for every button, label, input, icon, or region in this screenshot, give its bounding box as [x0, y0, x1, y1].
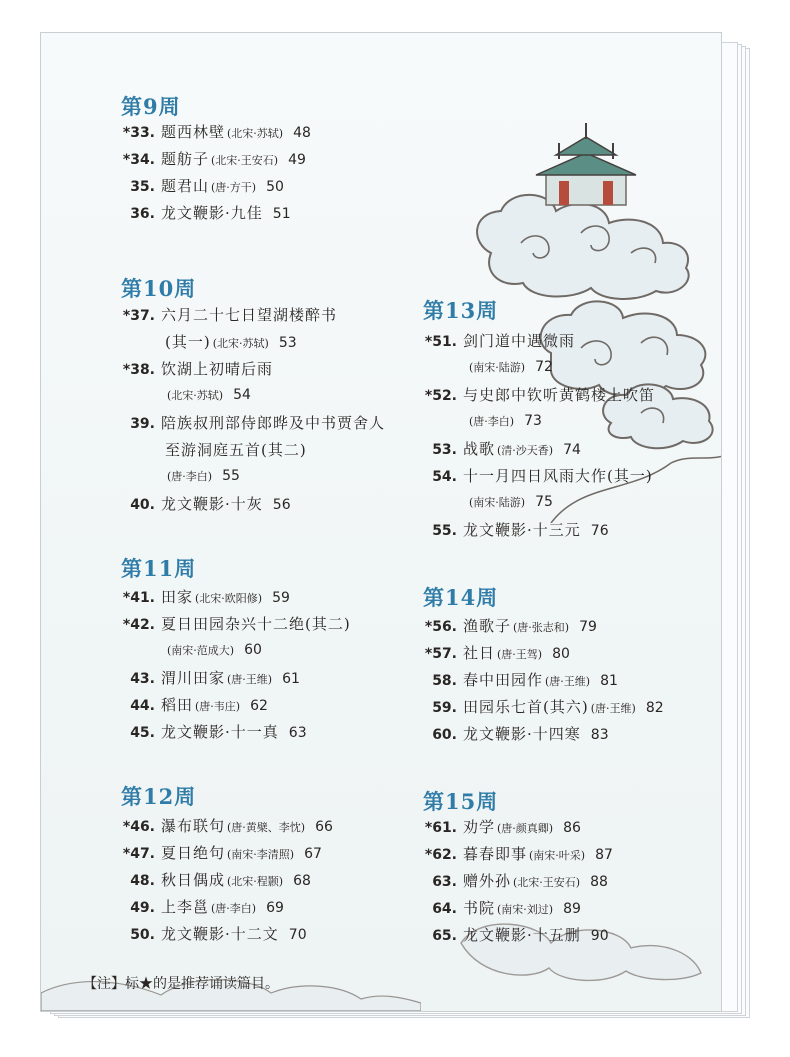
entry-page-number: 53	[278, 335, 297, 351]
toc-entry[interactable]	[121, 304, 337, 325]
week-heading: 第9周	[121, 94, 181, 119]
entry-title: 暮春即事	[463, 845, 528, 863]
entry-number: 58.	[432, 673, 457, 689]
entry-page-number: 86	[563, 820, 581, 836]
entry-page-number: 49	[288, 152, 306, 168]
entry-author: (北宋·欧阳修)	[195, 592, 263, 605]
toc-entry[interactable]	[121, 869, 311, 890]
toc-entry[interactable]	[161, 640, 262, 658]
entry-number: *33.	[122, 125, 155, 141]
toc-entry[interactable]	[423, 330, 575, 351]
toc-entry[interactable]	[121, 721, 307, 742]
entry-page-number: 59	[272, 590, 290, 606]
entry-number: 40.	[130, 497, 155, 513]
entry-author: (唐·李白)	[469, 415, 515, 428]
entry-author: (唐·韦庄)	[195, 700, 241, 713]
toc-entry[interactable]	[423, 519, 609, 540]
entry-author: (唐·黄檗、李忱)	[227, 821, 306, 834]
entry-page-number: 73	[524, 413, 542, 429]
entry-title: (其一)	[165, 333, 211, 351]
toc-entry[interactable]	[121, 694, 268, 715]
entry-author: (唐·王维)	[227, 673, 273, 686]
entry-number: *56.	[424, 619, 457, 635]
entry-author: (清·沙天香)	[497, 444, 554, 457]
entry-title: 至游洞庭五首(其二)	[165, 441, 307, 459]
entry-page-number: 72	[535, 359, 553, 375]
entry-title: 龙文鞭影·九佳	[161, 204, 263, 222]
entry-number: 48.	[130, 873, 155, 889]
entry-page-number: 68	[293, 873, 311, 889]
entry-page-number: 80	[552, 646, 570, 662]
entry-title: 剑门道中遇微雨	[463, 332, 576, 350]
toc-entry[interactable]	[161, 466, 240, 484]
entry-title: 瀑布联句	[161, 817, 226, 835]
entry-title: 题西林壁	[161, 123, 226, 141]
toc-entry[interactable]	[159, 331, 297, 352]
toc-entry[interactable]	[121, 121, 311, 142]
toc-entry[interactable]	[463, 357, 553, 375]
entry-title: 社日	[463, 644, 496, 662]
entry-page-number: 87	[595, 847, 613, 863]
entry-author: (北宋·王安石)	[211, 154, 279, 167]
entry-title: 秋日偶成	[161, 871, 226, 889]
toc-entry[interactable]	[463, 411, 542, 429]
entry-page-number: 62	[250, 698, 268, 714]
entry-number: 53.	[432, 442, 457, 458]
week-heading: 第10周	[121, 276, 197, 301]
toc-entry[interactable]	[423, 615, 597, 636]
entry-title: 夏日绝句	[161, 844, 226, 862]
entry-title: 赠外孙	[463, 872, 512, 890]
entry-page-number: 61	[282, 671, 300, 687]
entry-page-number: 51	[272, 206, 291, 222]
entry-title: 饮湖上初晴后雨	[161, 360, 274, 378]
toc-entry[interactable]	[423, 924, 609, 945]
toc-entry[interactable]	[121, 175, 284, 196]
toc-entry[interactable]	[423, 816, 581, 837]
week-heading: 第11周	[121, 556, 197, 581]
toc-entry[interactable]	[121, 896, 284, 917]
entry-number: 65.	[432, 928, 457, 944]
entry-title: 夏日田园杂兴十二绝(其二)	[161, 615, 351, 633]
entry-page-number: 83	[590, 727, 609, 743]
entry-number: *46.	[122, 819, 155, 835]
entry-title: 渭川田家	[161, 669, 226, 687]
entry-title: 田家	[161, 588, 194, 606]
entry-number: 59.	[432, 700, 457, 716]
toc-entry[interactable]	[423, 723, 609, 744]
entry-number: 35.	[130, 179, 155, 195]
entry-title: 书院	[463, 899, 496, 917]
toc-entry[interactable]	[423, 384, 655, 405]
entry-page-number: 67	[304, 846, 322, 862]
entry-title: 龙文鞭影·十三元	[463, 521, 581, 539]
footnote: 【注】标★的是推荐诵读篇目。	[83, 976, 279, 992]
toc-entry[interactable]	[423, 843, 613, 864]
entry-page-number: 63	[288, 725, 307, 741]
entry-title: 题君山	[161, 177, 210, 195]
entry-author: (唐·王驾)	[497, 648, 543, 661]
entry-author: (唐·李白)	[211, 902, 257, 915]
entry-title: 劝学	[463, 818, 496, 836]
entry-number: 45.	[130, 725, 155, 741]
entry-title: 题舫子	[161, 150, 210, 168]
entry-number: 49.	[130, 900, 155, 916]
entry-title: 龙文鞭影·十一真	[161, 723, 279, 741]
entry-page-number: 69	[266, 900, 284, 916]
entry-number: *61.	[424, 820, 457, 836]
entry-title: 春中田园作	[463, 671, 544, 689]
entry-title: 陪族叔刑部侍郎晔及中书贾舍人	[161, 414, 386, 432]
entry-author: (唐·颜真卿)	[497, 822, 554, 835]
entry-page-number: 56	[272, 497, 291, 513]
entry-number: *41.	[122, 590, 155, 606]
entry-title: 稻田	[161, 696, 194, 714]
toc-entry[interactable]	[121, 148, 306, 169]
toc-entry[interactable]	[121, 412, 385, 433]
toc-entry[interactable]	[423, 897, 581, 918]
entry-title: 六月二十七日望湖楼醉书	[161, 306, 338, 324]
week-heading: 第13周	[423, 298, 499, 323]
toc-entry[interactable]	[121, 586, 290, 607]
entry-number: *47.	[122, 846, 155, 862]
entry-title: 十一月四日风雨大作(其一)	[463, 467, 653, 485]
entry-page-number: 79	[579, 619, 597, 635]
entry-author: (北宋·王安石)	[513, 876, 581, 889]
toc-entry[interactable]	[121, 923, 307, 944]
entry-page-number: 90	[590, 928, 609, 944]
toc-entry[interactable]	[121, 815, 333, 836]
entry-author: (南宋·陆游)	[469, 361, 526, 374]
toc-entry[interactable]	[463, 492, 553, 510]
week-heading: 第12周	[121, 784, 197, 809]
entry-page-number: 48	[293, 125, 311, 141]
entry-page-number: 66	[315, 819, 333, 835]
cloud-illustration-bottom-left	[41, 933, 421, 1011]
entry-number: 55.	[432, 523, 457, 539]
entry-title: 上李邕	[161, 898, 210, 916]
entry-number: *57.	[424, 646, 457, 662]
entry-title: 龙文鞭影·十五删	[463, 926, 581, 944]
entry-page-number: 55	[222, 468, 240, 484]
entry-author: (南宋·陆游)	[469, 496, 526, 509]
entry-author: (唐·李白)	[167, 470, 213, 483]
entry-author: (北宋·苏轼)	[227, 127, 284, 140]
entry-number: *51.	[424, 334, 457, 350]
entry-page-number: 75	[535, 494, 553, 510]
entry-author: (北宋·程颢)	[227, 875, 284, 888]
entry-number: 43.	[130, 671, 155, 687]
entry-number: *34.	[122, 152, 155, 168]
entry-author: (唐·张志和)	[513, 621, 570, 634]
entry-author: (北宋·苏轼)	[212, 337, 269, 350]
toc-entry[interactable]	[423, 438, 581, 459]
entry-author: (南宋·范成大)	[167, 644, 235, 657]
toc-entry[interactable]	[121, 667, 300, 688]
entry-title: 龙文鞭影·十二文	[161, 925, 279, 943]
toc-entry[interactable]	[423, 870, 608, 891]
entry-number: *62.	[424, 847, 457, 863]
entry-page-number: 54	[233, 387, 251, 403]
entry-author: (北宋·苏轼)	[167, 389, 224, 402]
entry-page-number: 60	[244, 642, 262, 658]
toc-entry[interactable]	[423, 465, 653, 486]
entry-title: 田园乐七首(其六)	[463, 698, 589, 716]
entry-number: 63.	[432, 874, 457, 890]
entry-page-number: 89	[563, 901, 581, 917]
toc-entry[interactable]	[159, 439, 307, 460]
entry-author: (南宋·刘过)	[497, 903, 554, 916]
entry-title: 战歌	[463, 440, 496, 458]
toc-entry[interactable]	[121, 613, 351, 634]
entry-page-number: 81	[600, 673, 618, 689]
toc-entry[interactable]	[121, 358, 273, 379]
toc-entry[interactable]	[161, 385, 251, 403]
entry-author: (南宋·叶采)	[529, 849, 586, 862]
entry-page-number: 88	[590, 874, 608, 890]
entry-page-number: 50	[266, 179, 284, 195]
toc-entry[interactable]	[121, 493, 291, 514]
entry-page-number: 70	[288, 927, 307, 943]
week-heading: 第15周	[423, 789, 499, 814]
toc-entry[interactable]	[121, 202, 291, 223]
entry-title: 龙文鞭影·十灰	[161, 495, 263, 513]
pavilion-icon	[536, 123, 636, 205]
entry-title: 渔歌子	[463, 617, 512, 635]
entry-author: (唐·王维)	[590, 702, 636, 715]
entry-page-number: 74	[563, 442, 581, 458]
toc-entry[interactable]	[423, 642, 570, 663]
entry-number: *52.	[424, 388, 457, 404]
entry-number: 44.	[130, 698, 155, 714]
entry-number: 50.	[130, 927, 155, 943]
entry-author: (唐·方干)	[211, 181, 257, 194]
entry-number: 39.	[130, 416, 155, 432]
entry-number: 64.	[432, 901, 457, 917]
entry-author: (南宋·李清照)	[227, 848, 295, 861]
entry-number: *38.	[122, 362, 155, 378]
entry-number: *42.	[122, 617, 155, 633]
book-page	[40, 32, 722, 1012]
entry-title: 与史郎中钦听黄鹤楼上吹笛	[463, 386, 656, 404]
entry-number: *37.	[122, 308, 155, 324]
week-heading: 第14周	[423, 585, 499, 610]
entry-author: (唐·王维)	[545, 675, 591, 688]
entry-page-number: 82	[645, 700, 664, 716]
toc-entry[interactable]	[423, 696, 664, 717]
entry-number: 54.	[432, 469, 457, 485]
entry-page-number: 76	[590, 523, 609, 539]
entry-number: 36.	[130, 206, 155, 222]
entry-number: 60.	[432, 727, 457, 743]
toc-entry[interactable]	[423, 669, 618, 690]
entry-title: 龙文鞭影·十四寒	[463, 725, 581, 743]
toc-entry[interactable]	[121, 842, 322, 863]
